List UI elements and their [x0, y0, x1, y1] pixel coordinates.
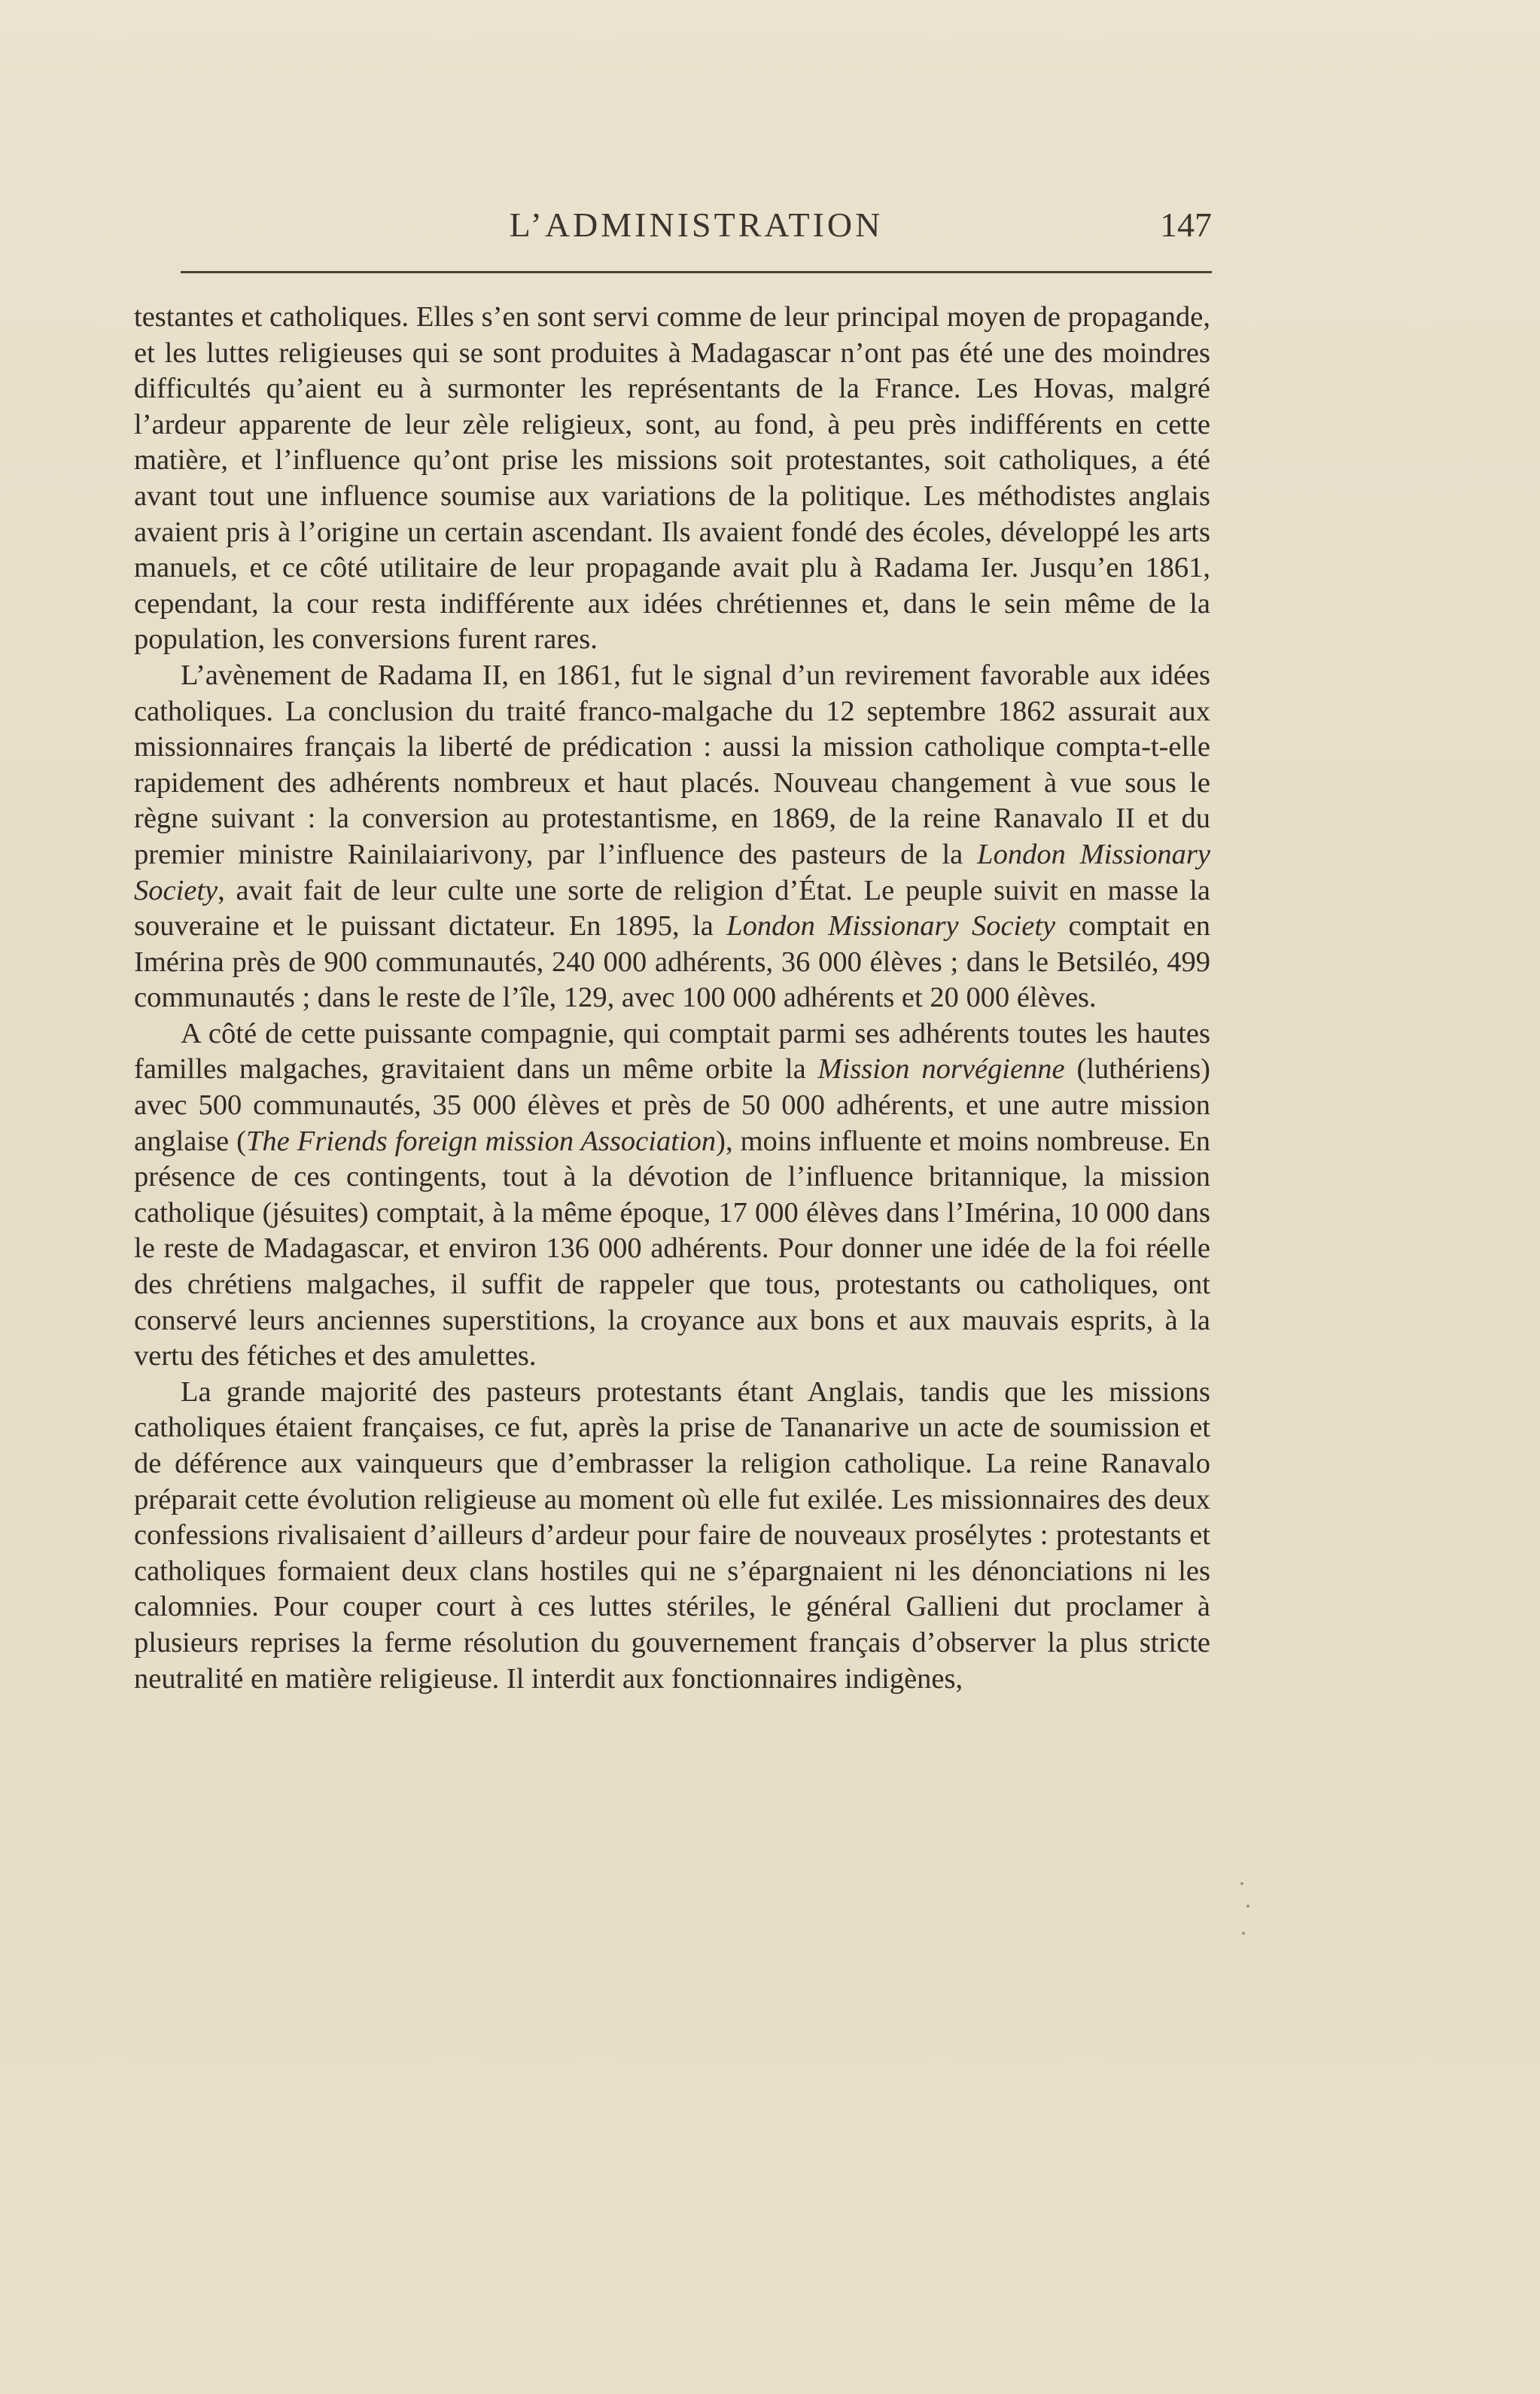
italic-title: London Missionary Society [134, 838, 1210, 906]
margin-speck [1242, 1932, 1245, 1935]
italic-title: London Missionary Society [726, 910, 1056, 943]
paragraph-text: testantes et catholiques. Elles s’en sont servi comme de leur principal moyen de propagande, et les luttes religieuses qui se sont produites à Madagascar n’ont pas été une des moindres difficultés qu’aient eu à surmonter les représentants de la France. Les Hovas, malgré l’ardeur apparente de leur zèle religieux, sont, au fond, à peu près indifférents en cette matière, et l’influence qu’ont prise les missions soit protestantes, soit catholiques, a été avant tout une influence soumise aux variations de la politique. Les méthodistes anglais avaient pris à l’origine un certain ascendant. Ils avaient fondé des écoles, développé les arts manuels, et ce côté utilitaire de leur propagande avait plu à Radama Ier. Jusqu’en 1861, cependant, la cour resta indifférente aux idées chrétiennes et, dans le sein même de la population, les conversions furent rares. [134, 301, 1210, 656]
paragraph [134, 1016, 1210, 1375]
paragraph [134, 300, 1210, 658]
header-rule [181, 271, 1212, 273]
paragraph-text: La grande majorité des pasteurs protestants étant Anglais, tandis que les missions catholiques étaient françaises, ce fut, après la prise de Tananarive un acte de soumission et de déférence aux vainqueurs que d’embrasser la religion catholique. La reine Ranavalo préparait cette évolution religieuse au moment où elle fut exilée. Les missionnaires des deux confessions rivalisaient d’ailleurs d’ardeur pour faire de nouveaux prosélytes : protestants et catholiques formaient deux clans hostiles qui ne s’épargnaient ni les dénonciations ni les calomnies. Pour couper court à ces luttes stériles, le général Gallieni dut proclamer à plusieurs reprises la ferme résolution du gouvernement français d’observer la plus stricte neutralité en matière religieuse. Il interdit aux fonctionnaires indigènes, [134, 1375, 1210, 1695]
margin-speck [1240, 1882, 1243, 1885]
paragraph [134, 1375, 1210, 1697]
paragraph-text: (luthériens) avec 500 communautés, 35 000 élèves et près de 50 000 adhérents, et une autre mission anglaise ( [134, 1053, 1211, 1157]
page-number: 147 [1160, 206, 1212, 244]
page-header [181, 197, 1212, 250]
italic-title: Mission norvégienne [817, 1053, 1065, 1086]
paragraph-text: L’avènement de Radama II, en 1861, fut le signal d’un revirement favorable aux idées catholiques. La conclusion du traité franco-malgache du 12 septembre 1862 assurait aux missionnaires français la liberté de prédication : aussi la mission catholique compta-t-elle rapidement des adhérents nombreux et haut placés. Nouveau changement à vue sous le règne suivant : la conversion au protestantisme, en 1869, de la reine Ranavalo II et du premier ministre Rainilaiarivony, par l’influence des pasteurs de la [134, 659, 1210, 870]
paragraph-text: , avait fait de leur culte une sorte de religion d’État. Le peuple suivit en masse la souveraine et le puissant dictateur. En 1895, la [134, 874, 1210, 943]
paragraph-text: A côté de cette puissante compagnie, qui comptait parmi ses adhérents toutes les hautes familles malgaches, gravitaient dans un même orbite la [134, 1017, 1210, 1086]
margin-speck [1246, 1905, 1249, 1908]
italic-title: The Friends foreign mission Association [246, 1125, 717, 1157]
paragraph [134, 658, 1210, 1016]
running-title: L’ADMINISTRATION [509, 206, 884, 244]
paragraph-text: ), moins influente et moins nombreuse. En présence de ces contingents, tout à la dévotion de l’influence britannique, la mission catholique (jésuites) comptait, à la même époque, 17 000 élèves dans l’Imérina, 10 000 dans le reste de Madagascar, et environ 136 000 adhérents. Pour donner une idée de la foi réelle des chrétiens malgaches, il suffit de rappeler que tous, protestants ou catholiques, ont conservé leurs anciennes superstitions, la croyance aux bons et aux mauvais esprits, à la vertu des fétiches et des amulettes. [134, 1125, 1211, 1372]
paragraph-text: comptait en Imérina près de 900 communautés, 240 000 adhérents, 36 000 élèves ; dans le Betsiléo, 499 communautés ; dans le reste de l’île, 129, avec 100 000 adhérents et 20 000 élèves. [134, 910, 1210, 1014]
body-text [134, 300, 1210, 1697]
